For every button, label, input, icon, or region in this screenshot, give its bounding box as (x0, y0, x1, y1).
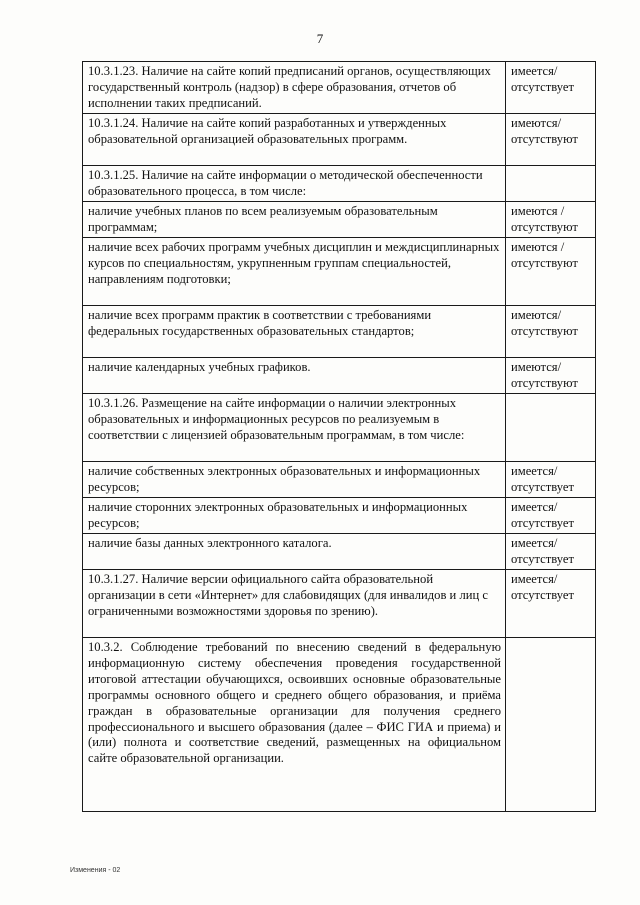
table-row (83, 114, 596, 166)
criterion-status: имеются / отсутствуют (506, 202, 596, 238)
criterion-status (506, 394, 596, 462)
page-number: 7 (316, 31, 324, 46)
criterion-subitem-text: наличие учебных планов по всем реализуемым образовательным программам; (83, 202, 506, 238)
table-row (83, 358, 596, 394)
criterion-text: 10.3.1.26. Размещение на сайте информации о наличии электронных образовательных и информационных ресурсов по реализуемым в соответствии с лицензией образовательным программам, в том числе: (83, 394, 506, 462)
table-row (83, 462, 596, 498)
criterion-text: 10.3.1.25. Наличие на сайте информации о методической обеспеченности образовательного процесса, в том числе: (83, 166, 506, 202)
criterion-status: имеется/ отсутствует (506, 62, 596, 114)
table-row (83, 638, 596, 812)
table-row (83, 238, 596, 306)
criterion-subitem-text: наличие сторонних электронных образовательных и информационных ресурсов; (83, 498, 506, 534)
criterion-status: имеется/ отсутствует (506, 534, 596, 570)
table-row (83, 498, 596, 534)
table-row (83, 570, 596, 638)
table-row (83, 306, 596, 358)
criterion-status (506, 638, 596, 812)
criterion-subitem-text: наличие всех программ практик в соответствии с требованиями федеральных государственных образовательных стандартов; (83, 306, 506, 358)
criterion-status: имеются/ отсутствуют (506, 358, 596, 394)
criterion-subitem-text: наличие календарных учебных графиков. (83, 358, 506, 394)
criterion-status: имеется/ отсутствует (506, 462, 596, 498)
criterion-status: имеются / отсутствуют (506, 238, 596, 306)
criterion-text: 10.3.1.27. Наличие версии официального сайта образовательной организации в сети «Интернет» для слабовидящих (для инвалидов и лиц с ограниченными возможностями здоровья по зрению). (83, 570, 506, 638)
criterion-subitem-text: наличие всех рабочих программ учебных дисциплин и междисциплинарных курсов по специальностям, укрупненным группам специальностей, направлениям подготовки; (83, 238, 506, 306)
table-row (83, 534, 596, 570)
criterion-text: 10.3.1.23. Наличие на сайте копий предписаний органов, осуществляющих государственный контроль (надзор) в сфере образования, отчетов об исполнении таких предписаний. (83, 62, 506, 114)
criterion-subitem-text: наличие собственных электронных образовательных и информационных ресурсов; (83, 462, 506, 498)
table-row (83, 394, 596, 462)
criterion-status: имеются/ отсутствуют (506, 306, 596, 358)
table-row (83, 166, 596, 202)
table-row (83, 202, 596, 238)
criterion-status (506, 166, 596, 202)
criterion-status: имеются/ отсутствуют (506, 114, 596, 166)
criteria-table (82, 61, 596, 812)
table-row (83, 62, 596, 114)
criterion-subitem-text: наличие базы данных электронного каталога. (83, 534, 506, 570)
revision-footer: Изменения - 02 (70, 867, 121, 874)
criterion-text: 10.3.2. Соблюдение требований по внесению сведений в федеральную информационную систему обеспечения проведения государственной итоговой аттестации обучающихся, освоивших основные образовательные программы основного общего и среднего общего образования, и приёма граждан в образовательные организации для получения среднего профессионального и высшего образования (далее – ФИС ГИА и приема) и (или) полнота и соответствие сведений, размещенных на официальном сайте образовательной организации. (83, 638, 506, 812)
criterion-status: имеется/ отсутствует (506, 570, 596, 638)
criterion-text: 10.3.1.24. Наличие на сайте копий разработанных и утвержденных образовательной организацией образовательных программ. (83, 114, 506, 166)
criterion-status: имеется/ отсутствует (506, 498, 596, 534)
